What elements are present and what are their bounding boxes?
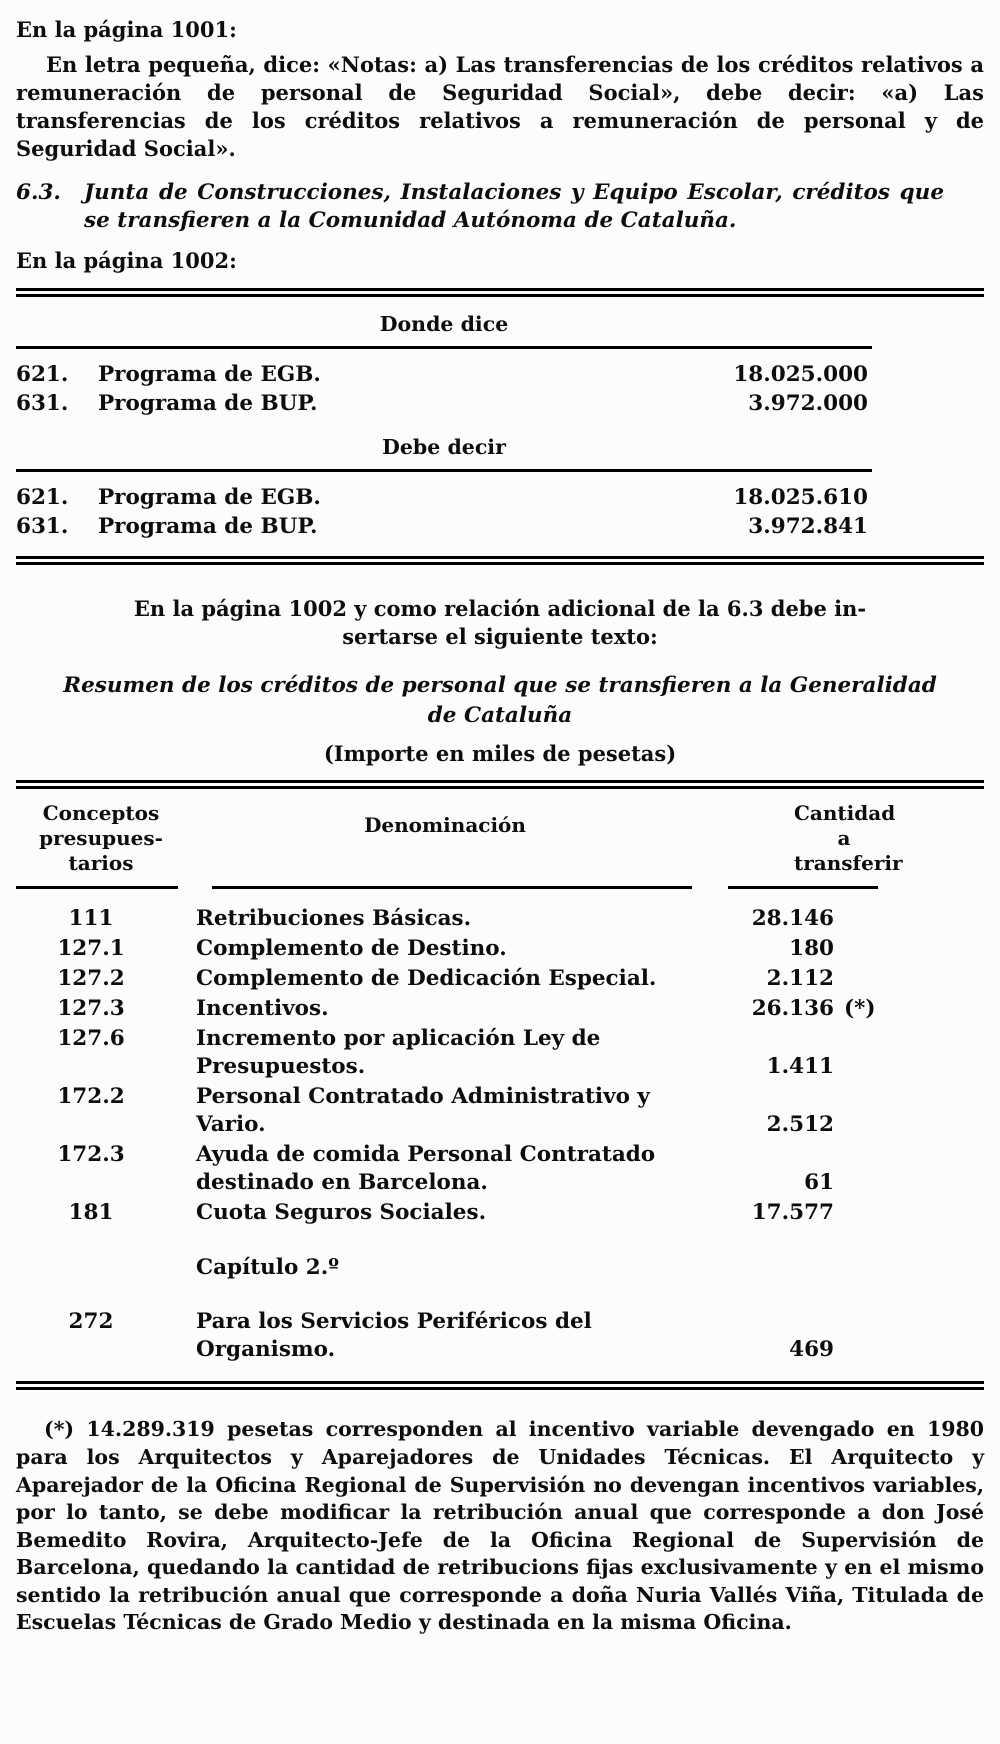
- page-ref-1001: En la página 1001:: [16, 17, 237, 42]
- row-code: 127.1: [57, 936, 125, 962]
- header-underline-row: [16, 886, 984, 889]
- section-6-3-title: Junta de Construcciones, Instalaciones y Equipo Escolar, créditos que se transfieren a la Comunidad Autónoma de Cataluña.: [84, 179, 944, 233]
- row-amount: 3.972.000: [748, 391, 868, 417]
- row-code: 127.3: [57, 996, 125, 1022]
- row-code: 127.6: [57, 1026, 125, 1051]
- header-denominacion: Denominación: [364, 813, 526, 838]
- rule-top-double: [16, 780, 984, 789]
- row-amount: 18.025.000: [733, 362, 868, 388]
- row-label: Para los Servicios Periféricos del Organismo.: [196, 1308, 592, 1362]
- row-amount: 469: [789, 1336, 834, 1362]
- rule-segment: [728, 886, 878, 889]
- row-code: 621.: [16, 362, 69, 388]
- row-code: 631.: [16, 391, 69, 417]
- table-row: [16, 1308, 984, 1364]
- donde-dice-header: Donde dice: [379, 312, 509, 337]
- table-row: [16, 995, 984, 1023]
- header-cantidad-text: Cantidad a transferir: [794, 801, 903, 876]
- insert-instruction-line1: En la página 1002 y como relación adicional de la 6.3 debe in-: [133, 596, 867, 622]
- header-conceptos: [16, 801, 186, 876]
- donde-dice-rows: [16, 349, 984, 431]
- row-amount: 26.136: [751, 996, 834, 1022]
- debe-decir-header: Debe decir: [382, 435, 506, 460]
- debe-decir-rows: [16, 472, 984, 554]
- row-note: (*): [844, 996, 876, 1022]
- row-label: Ayuda de comida Personal Contratado destinado en Barcelona.: [196, 1141, 656, 1195]
- section-6-3-number: 6.3.: [16, 179, 61, 205]
- table-row: [16, 1025, 984, 1081]
- table-row: [16, 1199, 984, 1227]
- row-code: 621.: [16, 485, 69, 511]
- row-label: Programa de EGB.: [98, 485, 321, 511]
- rule-segment: [16, 886, 178, 889]
- rule-bottom-double: [16, 556, 984, 565]
- row-amount: 17.577: [751, 1199, 834, 1225]
- header-conceptos-text: Conceptos presupues- tarios: [39, 801, 163, 876]
- row-amount: 3.972.841: [748, 514, 868, 540]
- row-label: Personal Contratado Administrativo y Vario.: [196, 1083, 650, 1137]
- row-label: Cuota Seguros Sociales.: [196, 1199, 487, 1225]
- row-amount: 2.512: [766, 1111, 834, 1137]
- row-label: Complemento de Destino.: [196, 936, 507, 962]
- rule-bottom-double: [16, 1381, 984, 1390]
- insert-instruction: [16, 595, 984, 651]
- table-row: [16, 905, 984, 933]
- table-row: [16, 360, 984, 389]
- row-label: Programa de EGB.: [98, 362, 321, 388]
- table-row: [16, 935, 984, 963]
- chapter-2-heading: Capítulo 2.º: [196, 1254, 339, 1280]
- table-row: [16, 965, 984, 993]
- row-code: 172.3: [57, 1141, 125, 1167]
- row-label: Complemento de Dedicación Especial.: [196, 966, 657, 992]
- row-amount: 18.025.610: [733, 485, 868, 511]
- table-row: [16, 483, 984, 512]
- insert-instruction-line2: sertarse el siguiente texto:: [342, 624, 658, 650]
- row-code: 127.2: [57, 966, 125, 992]
- row-code: 631.: [16, 514, 69, 540]
- row-code: 172.2: [57, 1083, 125, 1109]
- table-row: [16, 1083, 984, 1139]
- row-amount: 61: [804, 1169, 834, 1195]
- row-amount: 2.112: [766, 966, 834, 992]
- row-code: 272: [68, 1308, 114, 1334]
- section-6-3: [16, 179, 984, 235]
- summary-subtitle: (Importe en miles de pesetas): [323, 741, 677, 767]
- row-label: Programa de BUP.: [98, 391, 318, 417]
- correction-paragraph-1001: En letra pequeña, dice: «Notas: a) Las transferencias de los créditos relativos a remuneración de personal de Seguridad Social», debe decir: «a) Las transferencias de los créditos relativos a remuneración de personal y de Seguridad Social».: [16, 52, 984, 162]
- summary-table: [16, 780, 984, 1390]
- page-ref-1002: En la página 1002:: [16, 247, 237, 273]
- correction-table: [16, 288, 984, 565]
- header-cantidad: [704, 801, 984, 876]
- rule-segment: [212, 886, 692, 889]
- summary-title: Resumen de los créditos de personal que se transfieren a la Generalidad de Cataluña: [63, 673, 937, 729]
- footnote-asterisk: (*) 14.289.319 pesetas corresponden al incentivo variable devengado en 1980 para los Arquitectos y Aparejadores de Unidades Técnicas. El Arquitecto y Aparejador de la Oficina Regional de Supervisión no devengan incentivos variables, por lo tanto, se debe modificar la retribución anual que corresponde a don José Bemedito Rovira, Arquitecto-Jefe de la Oficina Regional de Supervisión de Barcelona, quedando la cantidad de retribucions fijas exclusivamente y en el mismo sentido la retribución anual que corresponde a doña Nuria Vallés Viña, Titulada de Escuelas Técnicas de Grado Medio y destinada en la misma Oficina.: [16, 1417, 984, 1635]
- row-code: 181: [68, 1199, 114, 1225]
- row-amount: 28.146: [751, 906, 834, 932]
- row-label: Incentivos.: [196, 996, 329, 1022]
- row-amount: 180: [789, 936, 834, 962]
- row-amount: 1.411: [766, 1053, 834, 1079]
- row-code: 111: [68, 906, 114, 932]
- row-label: Retribuciones Básicas.: [196, 906, 472, 932]
- table-row: [16, 1141, 984, 1197]
- summary-table-body: [16, 905, 984, 1381]
- summary-table-header: [16, 789, 984, 884]
- table-row: [16, 389, 984, 418]
- table-row: [16, 512, 984, 541]
- row-label: Incremento por aplicación Ley de Presupuestos.: [196, 1026, 601, 1079]
- rule-top-double: [16, 288, 984, 297]
- row-label: Programa de BUP.: [98, 514, 318, 540]
